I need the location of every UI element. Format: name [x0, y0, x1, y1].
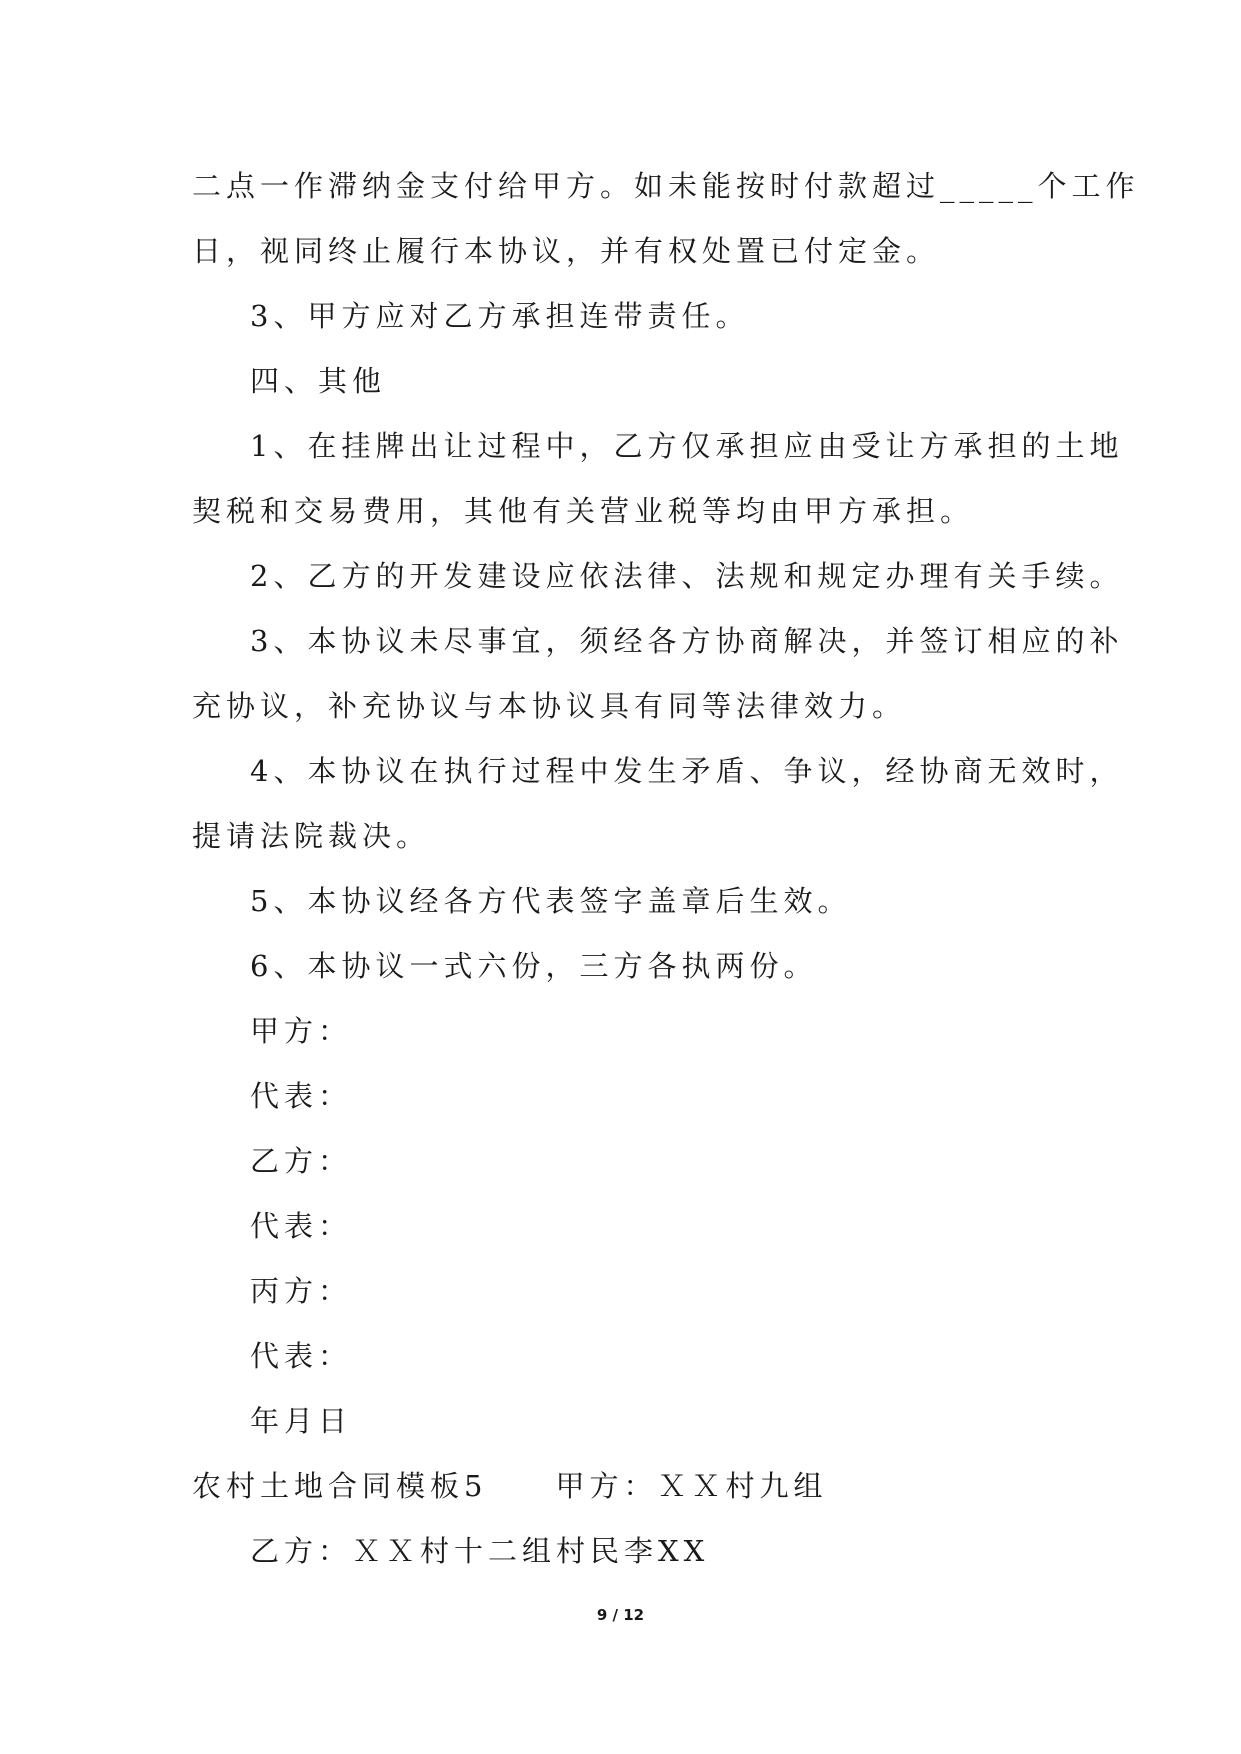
- signature-representative: 代表：: [250, 1339, 353, 1373]
- signature-party-c: 丙方：: [250, 1274, 353, 1308]
- signature-party-a: 甲方：: [250, 1014, 353, 1048]
- body-line: 充协议，补充协议与本协议具有同等法律效力。: [192, 689, 907, 723]
- document-body: [192, 154, 1140, 1584]
- body-line: 3、本协议未尽事宜，须经各方协商解决，并签订相应的补: [250, 624, 1124, 658]
- signature-party-b: 乙方：: [250, 1144, 353, 1178]
- signature-representative: 代表：: [250, 1209, 353, 1243]
- section-heading: 四、其他: [250, 364, 387, 398]
- signature-representative: 代表：: [250, 1079, 353, 1113]
- body-line: 乙方：ＸＸ村十二组村民李XX: [250, 1534, 710, 1568]
- body-line: 提请法院裁决。: [192, 819, 431, 853]
- body-line: 1、在挂牌出让过程中，乙方仅承担应由受让方承担的土地: [250, 429, 1124, 463]
- body-line: 4、本协议在执行过程中发生矛盾、争议，经协商无效时，: [250, 754, 1124, 788]
- body-line: 二点一作滞纳金支付给甲方。如未能按时付款超过_____个工作: [192, 169, 1140, 203]
- body-line: 3、甲方应对乙方承担连带责任。: [250, 299, 750, 333]
- body-line: 契税和交易费用，其他有关营业税等均由甲方承担。: [192, 494, 975, 528]
- page-number: 9 / 12: [596, 1606, 645, 1624]
- body-line: 日，视同终止履行本协议，并有权处置已付定金。: [192, 234, 941, 268]
- signature-date: 年月日: [250, 1404, 353, 1438]
- body-line: 2、乙方的开发建设应依法律、法规和规定办理有关手续。: [250, 559, 1124, 593]
- body-line: 6、本协议一式六份，三方各执两份。: [250, 949, 818, 983]
- template-title-line: 农村土地合同模板5 甲方：ＸＸ村九组: [192, 1469, 828, 1503]
- body-line: 5、本协议经各方代表签字盖章后生效。: [250, 884, 852, 918]
